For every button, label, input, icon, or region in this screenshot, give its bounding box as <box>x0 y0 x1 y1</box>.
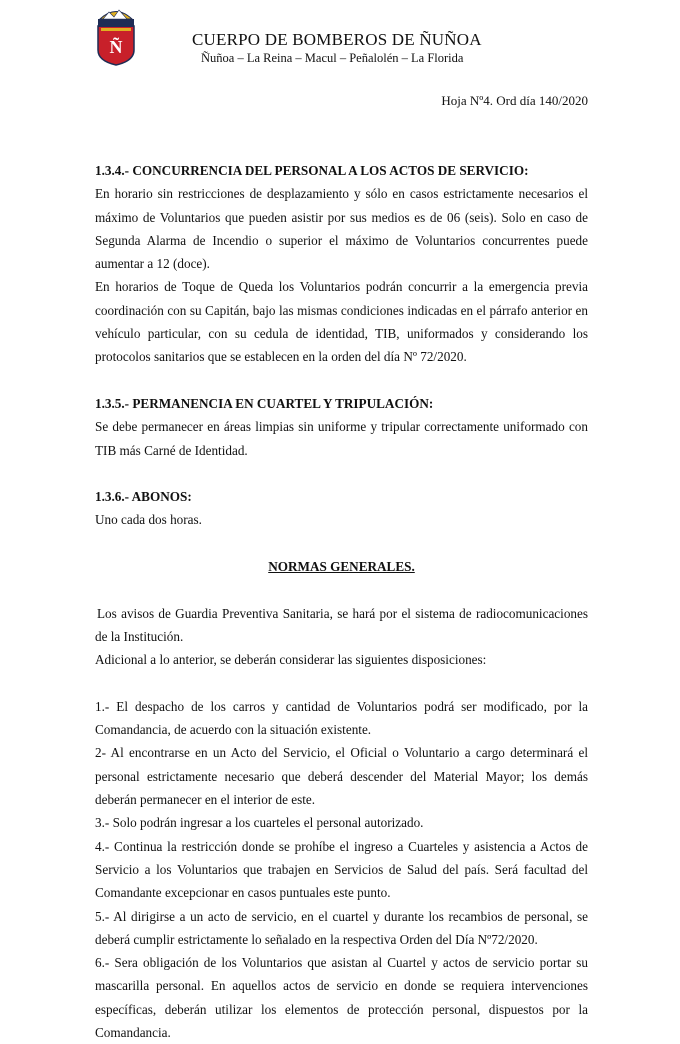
page-header-title: CUERPO DE BOMBEROS DE ÑUÑOA <box>192 30 482 49</box>
logo-letter: Ñ <box>109 37 123 57</box>
institution-logo <box>95 6 137 66</box>
normas-list-item: 2- Al encontrarse en un Acto del Servicio, el Oficial o Voluntario a cargo determinará el personal estrictamente necesario que deberá descender del Material Mayor; los demás deberán permanecer en el interior de este. <box>95 745 588 808</box>
spacer <box>95 578 588 601</box>
spacer <box>95 672 588 695</box>
normas-list-item: 1.- El despacho de los carros y cantidad de Voluntarios podrá ser modificado, por la Comandancia, de acuerdo con la situación existente. <box>95 698 588 738</box>
section-paragraph: En horario sin restricciones de desplazamiento y sólo en casos estrictamente necesarios el máximo de Voluntarios que pueden asistir por sus medios es de 06 (seis). Solo en caso de Segunda Alarma de Incendio o superior el máximo de Voluntarios concurrentes puede aumentar a 12 (doce). <box>95 186 588 272</box>
logo-gold-stripe <box>101 28 131 31</box>
normas-intro: Los avisos de Guardia Preventiva Sanitaria, se hará por el sistema de radiocomunicaciones de la Institución. <box>95 605 588 644</box>
normas-intro: Adicional a lo anterior, se deberán considerar las siguientes disposiciones: <box>95 652 487 668</box>
sheet-reference: Hoja Nº4. Ord día 140/2020 <box>441 93 588 108</box>
normas-list-item: 5.- Al dirigirse a un acto de servicio, en el cuartel y durante los recambios de personal, se deberá cumplir estrictamente lo señalado en la respectiva Orden del Día Nº72/2020. <box>95 908 588 947</box>
normas-generales-title: NORMAS GENERALES. <box>268 559 415 575</box>
section-paragraph: Uno cada dos horas. <box>95 512 202 528</box>
normas-list-item: 3.- Solo podrán ingresar a los cuarteles el personal autorizado. <box>95 815 424 831</box>
spacer <box>95 462 588 485</box>
section-heading-1-3-6: 1.3.6.- ABONOS: <box>95 489 192 505</box>
logo-crest-band <box>98 19 134 27</box>
section-paragraph: En horarios de Toque de Queda los Voluntarios podrán concurrir a la emergencia previa coordinación con su Capitán, bajo las mismas condiciones indicadas en el párrafo anterior en vehículo particular, con su cedula de identidad, TIB, uniformados y considerando los protocolos sanitarios que se establecen en la orden del día Nº 72/2020. <box>95 279 588 365</box>
normas-list-item: 4.- Continua la restricción donde se prohíbe el ingreso a Cuarteles y asistencia a Actos de Servicio a los Voluntarios que trabajen en Servicios de Salud del país. Será facultad del Comandante excepcionar en casos puntuales este punto. <box>95 838 588 901</box>
normas-list-item: 6.- Sera obligación de los Voluntarios que asistan al Cuartel y actos de servicio portar su mascarilla personal. En aquellos actos de servicio en donde se requiera intervenciones específicas, deberán utilizar los elementos de protección personal, dispuestos por la Comandancia. <box>95 955 588 1040</box>
page-header-subtitle: Ñuñoa – La Reina – Macul – Peñalolén – La Florida <box>201 51 464 65</box>
section-paragraph: Se debe permanecer en áreas limpias sin uniforme y tripular correctamente uniformado con TIB más Carné de Identidad. <box>95 419 588 458</box>
spacer <box>95 369 588 392</box>
section-heading-1-3-4: 1.3.4.- CONCURRENCIA DEL PERSONAL A LOS ACTOS DE SERVICIO: <box>95 163 529 178</box>
section-heading-1-3-5: 1.3.5.- PERMANENCIA EN CUARTEL Y TRIPULACIÓN: <box>95 395 434 411</box>
spacer <box>95 532 588 555</box>
document-body <box>95 159 588 1044</box>
